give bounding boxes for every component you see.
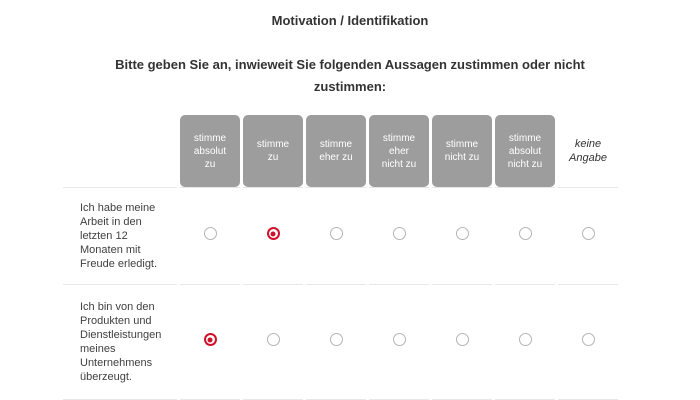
column-header-stimme-nicht-zu: stimme nicht zu (432, 115, 492, 187)
radio-option[interactable] (204, 227, 217, 240)
column-header-stimme-eher-zu: stimme eher zu (306, 115, 366, 187)
column-header-stimme-eher-nicht-zu: stimme eher nicht zu (369, 115, 429, 187)
table-row (63, 285, 618, 400)
radio-option[interactable] (393, 227, 406, 240)
matrix-header-row (63, 115, 618, 188)
radio-option[interactable] (456, 333, 469, 346)
column-header-stimme-zu: stimme zu (243, 115, 303, 187)
statement-text: Ich bin von den Produkten und Dienstleistungen meines Unternehmens überzeugt. (80, 301, 162, 383)
table-row (63, 188, 618, 285)
column-header-keine-angabe: keine Angabe (569, 138, 607, 164)
radio-option[interactable] (519, 227, 532, 240)
radio-option[interactable] (456, 227, 469, 240)
page-title: Motivation / Identifikation (271, 13, 429, 28)
radio-option[interactable] (267, 333, 280, 346)
radio-option[interactable] (393, 333, 406, 346)
radio-option[interactable] (330, 227, 343, 240)
matrix-question-table (60, 115, 621, 400)
column-header-stimme-absolut-nicht-zu: stimme absolut nicht zu (495, 115, 555, 187)
statement-text: Ich habe meine Arbeit in den letzten 12 Monaten mit Freude erledigt. (80, 202, 158, 270)
matrix-corner-cell (63, 115, 177, 188)
question-instruction: Bitte geben Sie an, inwieweit Sie folgenden Aussagen zustimmen oder nicht zustimmen: (115, 57, 585, 94)
radio-option[interactable] (582, 227, 595, 240)
radio-option[interactable] (330, 333, 343, 346)
column-header-stimme-absolut-zu: stimme absolut zu (180, 115, 240, 187)
radio-option[interactable] (582, 333, 595, 346)
radio-option[interactable] (519, 333, 532, 346)
radio-option[interactable] (204, 333, 217, 346)
radio-option[interactable] (267, 227, 280, 240)
